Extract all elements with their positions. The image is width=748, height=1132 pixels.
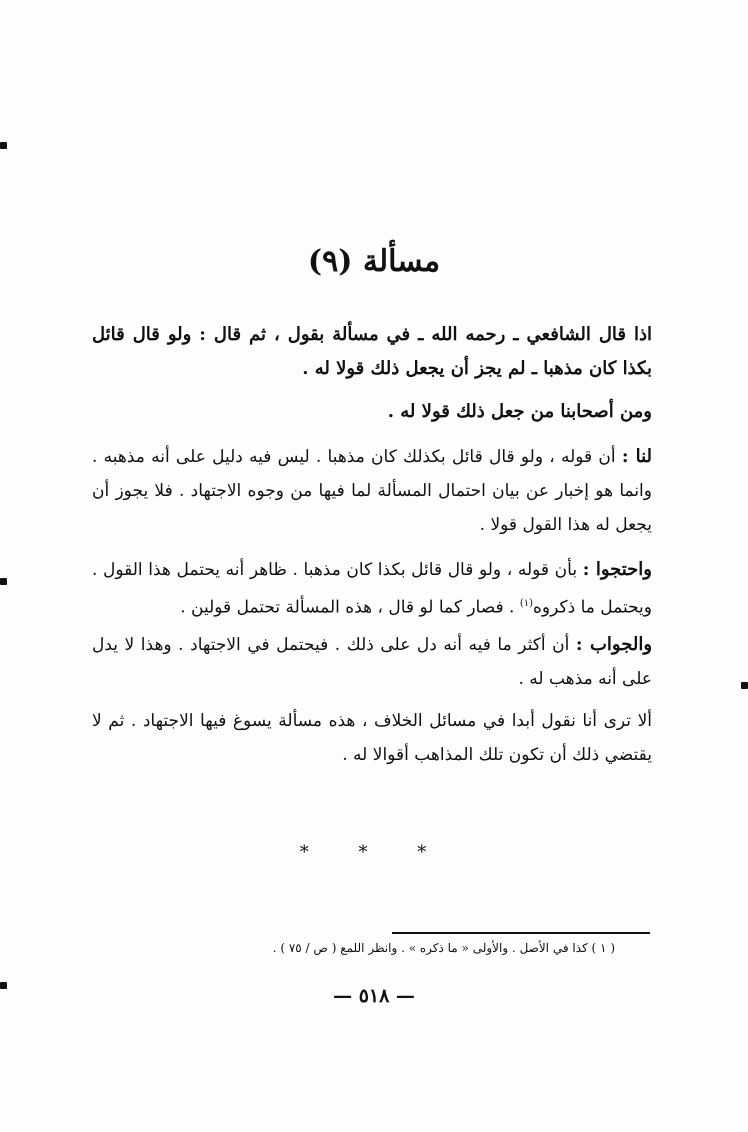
section-heading: مسألة (٩) <box>307 244 441 279</box>
paragraph-3-text: أن قوله ، ولو قال قائل بكذلك كان مذهبا . ليس فيه دليل على أنه مذهبه . وانما هو إخبار عن بيان احتمال المسألة لما فيها من وجوه الاجتهاد . فلا يجوز أن يجعل له هذا القول قولا . <box>92 447 652 535</box>
paragraph-5 <box>92 628 652 696</box>
paragraph-6: ألا ترى أنا نقول أبدا في مسائل الخلاف ، هذه مسألة يسوغ فيها الاجتهاد . ثم لا يقتضي ذلك أن تكون تلك المذاهب أقوالا له . <box>92 711 652 765</box>
paragraph-2: ومن أصحابنا من جعل ذلك قولا له . <box>387 401 652 422</box>
paragraph-4-tail: . فصار كما لو قال ، هذه المسألة تحتمل قولين . <box>180 597 515 618</box>
paragraph-1: اذا قال الشافعي ـ رحمه الله ـ في مسألة بقول ، ثم قال : ولو قال قائل بكذا كان مذهبا ـ لم يجز أن يجعل ذلك قولا له . <box>92 324 652 379</box>
paragraph-5-text: أن أكثر ما فيه أنه دل على ذلك . فيحتمل في الاجتهاد . وهذا لا يدل على أنه مذهب له . <box>92 635 652 689</box>
section-divider: * * * <box>299 842 449 863</box>
footnote-rule <box>392 932 650 934</box>
page-number: — ٥١٨ — <box>333 985 415 1007</box>
paragraph-4-text: بأن قوله ، ولو قال قائل بكذا كان مذهبا . ظاهر أنه يحتمل هذا القول . ويحتمل ما ذكروه <box>92 560 652 618</box>
scan-edge-mark <box>741 682 748 689</box>
footnote: ( ١ ) كذا في الأصل . والأولى « ما ذكره » . وانظر اللمع ( ص / ٧٥ ) . <box>272 941 615 955</box>
scan-edge-mark <box>0 578 7 585</box>
footnote-reference: (١) <box>519 598 533 609</box>
paragraph-3 <box>92 440 652 542</box>
paragraph-5-lead: والجواب : <box>575 634 653 655</box>
paragraph-3-lead: لنا : <box>621 446 652 467</box>
paragraph-4-lead: واحتجوا : <box>582 559 652 580</box>
paragraph-4 <box>92 553 652 625</box>
scan-edge-mark <box>0 142 7 149</box>
